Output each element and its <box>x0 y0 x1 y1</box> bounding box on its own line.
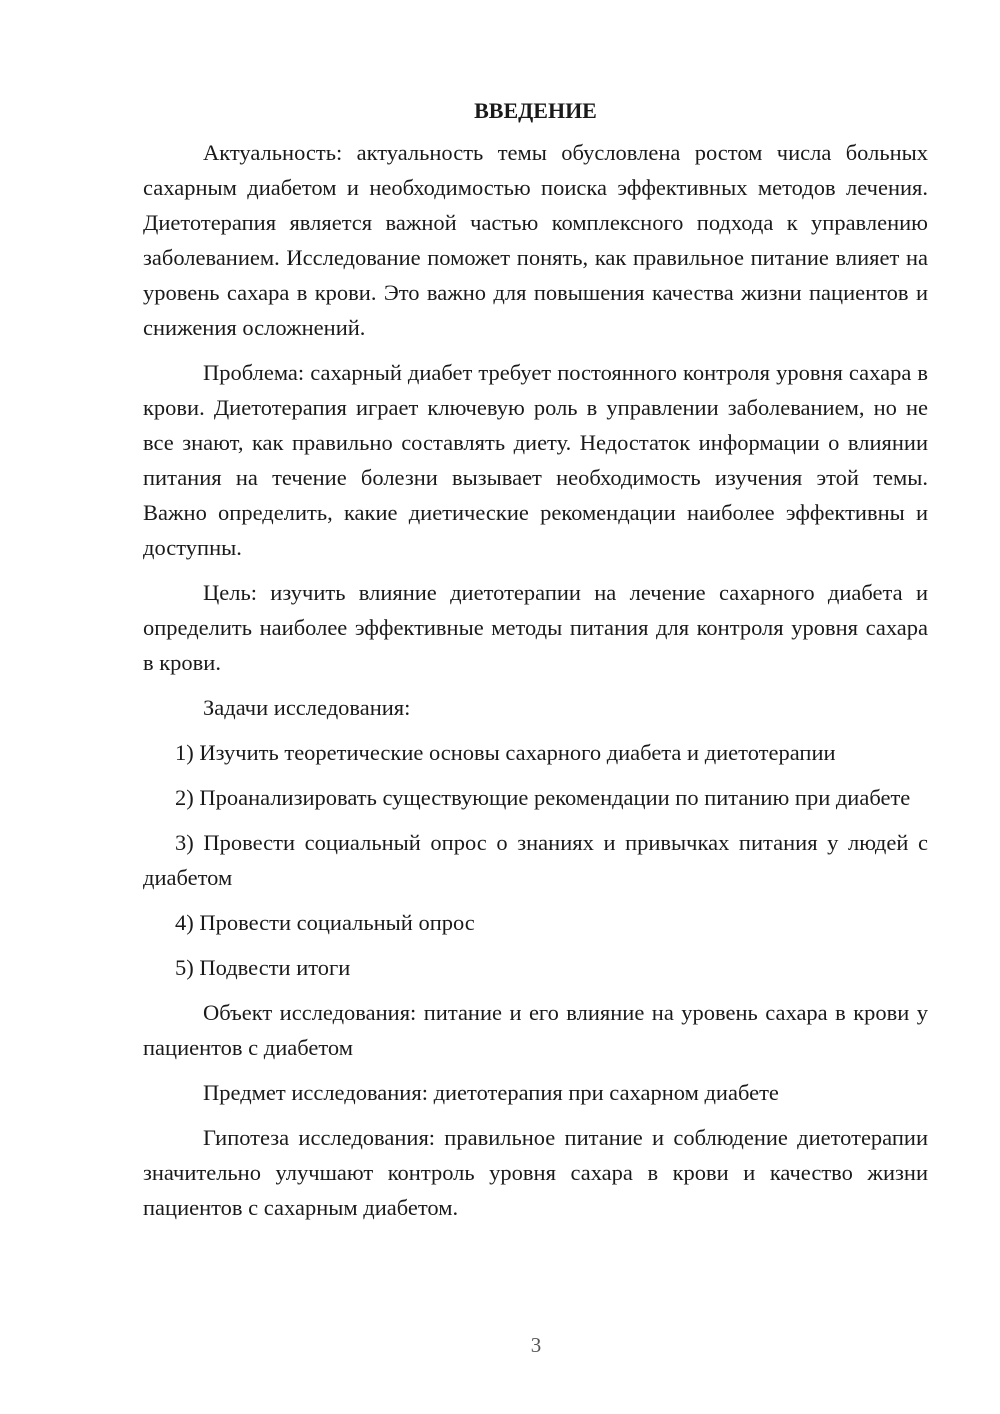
goal-paragraph: Цель: изучить влияние диетотерапии на лечение сахарного диабета и определить наиболее эффективные методы питания для контроля уровня сахара в крови. <box>143 580 928 675</box>
subject-paragraph: Предмет исследования: диетотерапия при сахарном диабете <box>203 1080 779 1105</box>
task-item-2: 2) Проанализировать существующие рекомендации по питанию при диабете <box>175 785 911 810</box>
relevance-paragraph: Актуальность: актуальность темы обусловлена ростом числа больных сахарным диабетом и необходимостью поиска эффективных методов лечения. Диетотерапия является важной частью комплексного подхода к управлению заболеванием. Исследование поможет понять, как правильное питание влияет на уровень сахара в крови. Это важно для повышения качества жизни пациентов и снижения осложнений. <box>143 140 928 340</box>
hypothesis-paragraph: Гипотеза исследования: правильное питание и соблюдение диетотерапии значительно улучшают контроль уровня сахара в крови и качество жизни пациентов с сахарным диабетом. <box>143 1125 928 1220</box>
document-body <box>143 95 928 1225</box>
tasks-heading: Задачи исследования: <box>203 695 411 720</box>
task-item-5: 5) Подвести итоги <box>175 955 351 980</box>
object-paragraph: Объект исследования: питание и его влияние на уровень сахара в крови у пациентов с диабетом <box>143 1000 928 1060</box>
section-title: ВВЕДЕНИЕ <box>474 98 597 123</box>
problem-paragraph: Проблема: сахарный диабет требует постоянного контроля уровня сахара в крови. Диетотерапия играет ключевую роль в управлении заболеванием, но не все знают, как правильно составлять диету. Недостаток информации о влиянии питания на течение болезни вызывает необходимость изучения этой темы. Важно определить, какие диетические рекомендации наиболее эффективны и доступны. <box>143 360 928 560</box>
task-item-3: 3) Провести социальный опрос о знаниях и привычках питания у людей с диабетом <box>143 830 928 890</box>
page-number: 3 <box>530 1333 542 1357</box>
task-item-1: 1) Изучить теоретические основы сахарного диабета и диетотерапии <box>175 740 836 765</box>
task-item-4: 4) Провести социальный опрос <box>175 910 475 935</box>
